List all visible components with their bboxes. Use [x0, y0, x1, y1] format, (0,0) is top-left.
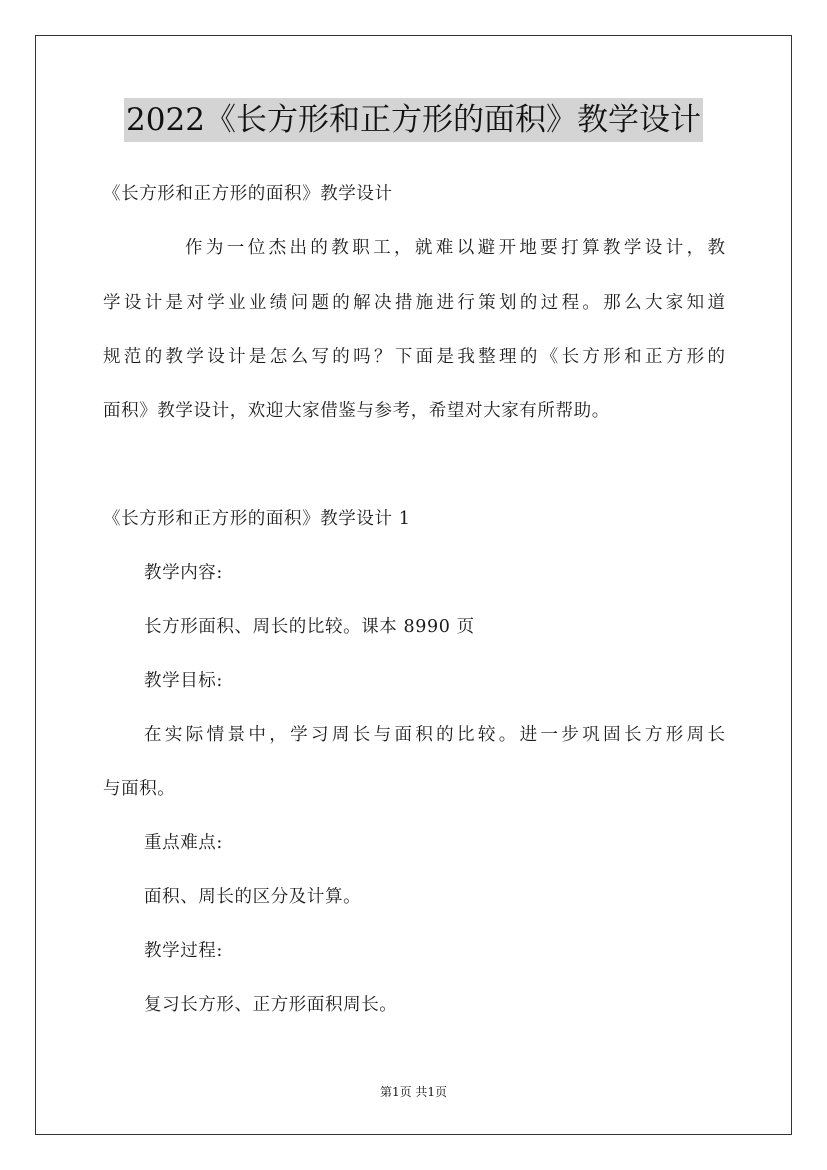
goal-text-line-1: 在实际情景中，学习周长与面积的比较。进一步巩固长方形周长 [144, 725, 725, 745]
process-label: 教学过程: [144, 941, 223, 961]
intro-line-4: 面积》教学设计，欢迎大家借鉴与参考，希望对大家有所帮助。 [103, 401, 610, 421]
page-footer: 第1页 共1页 [379, 1085, 448, 1099]
content-label: 教学内容: [144, 563, 223, 583]
intro-line-2: 学设计是对学业业绩问题的解决措施进行策划的过程。那么大家知道 [103, 293, 725, 313]
key-label: 重点难点: [144, 833, 223, 853]
intro-line-3: 规范的教学设计是怎么写的吗？下面是我整理的《长方形和正方形的 [103, 347, 725, 367]
section-heading: 《长方形和正方形的面积》教学设计 1 [103, 509, 411, 529]
document-title-text: 2022《长方形和正方形的面积》教学设计 [124, 98, 703, 142]
key-text: 面积、周长的区分及计算。 [144, 887, 362, 907]
subtitle: 《长方形和正方形的面积》教学设计 [103, 184, 393, 204]
intro-line-1: 作为一位杰出的教职工，就难以避开地要打算教学设计，教 [185, 238, 725, 258]
document-title [0, 98, 827, 142]
content-text: 长方形面积、周长的比较。课本 8990 页 [144, 617, 475, 637]
process-text: 复习长方形、正方形面积周长。 [144, 995, 398, 1015]
goal-text-line-2: 与面积。 [103, 779, 176, 799]
goal-label: 教学目标: [144, 671, 223, 691]
